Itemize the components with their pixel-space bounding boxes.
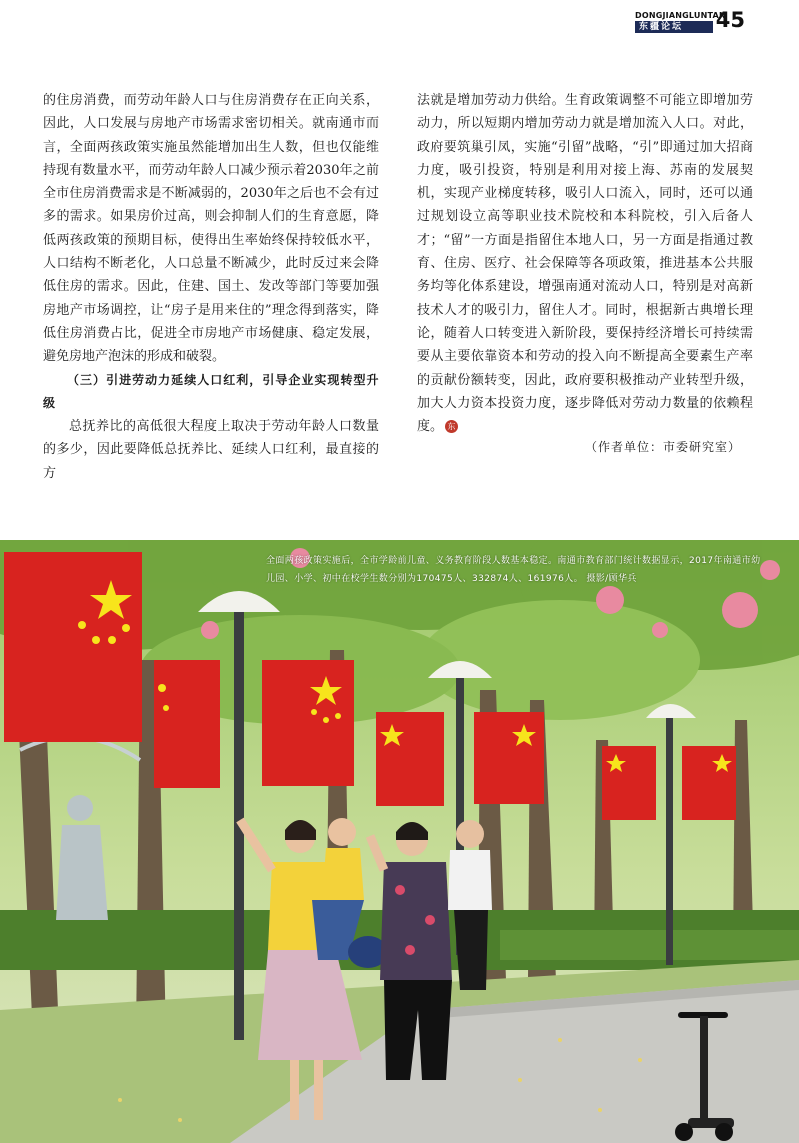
paragraph: 总抚养比的高低很大程度上取决于劳动年龄人口数量的多少，因此要降低总抚养比、延续人口红利，最直接的方 [43,419,379,481]
flag-banner [4,552,142,742]
journal-name-cn: 东疆论坛 [635,21,713,33]
journal-name-en: DONGJIANGLUNTAN [635,11,726,20]
flag-banner [602,746,656,820]
flag-banner [474,712,544,804]
photo [0,540,799,1143]
flag-banner [262,660,354,786]
flag-banner [154,660,220,788]
page-number: 45 [715,8,745,32]
section-subheading: （三）引进劳动力延续人口红利，引导企业实现转型升级 [43,372,379,410]
flag-banner [376,712,444,806]
paragraph: 的住房消费，而劳动年龄人口与住房消费存在正向关系，因此，人口发展与房地产市场需求密切相关。就南通市而言，全面两孩政策实施虽然能增加出生人数，但也仅能维持现有数量水平，而劳动年龄人口减少预示着2030年之前全市住房消费需求是不断减弱的，2030年之后也不会有过多的需求。如果房价过高，则会抑制人们的生育意愿，降低两孩政策的预期目标，使得出生率始终保持较低水平，人口结构不断老化，人口总量不断减少，此时反过来会降低住房的需求。因此，住建、国土、发改等部门等要加强房地产市场调控，让“房子是用来住的”理念得到落实，降低住房消费占比，促进全市房地产市场健康、稳定发展，避免房地产泡沫的形成和破裂。 [43,93,379,365]
photo-caption: 全面两孩政策实施后，全市学龄前儿童、义务教育阶段人数基本稳定。南通市教育部门统计数据显示，2017年南通市幼儿园、小学、初中在校学生数分别为170475人、332874人、161976人。 摄影/顾华兵 [266,556,761,584]
paragraph-text: 法就是增加劳动力供给。生育政策调整不可能立即增加劳动力，所以短期内增加劳动力就是增加流入人口。对此，政府要筑巢引凤，实施“引留”战略，“引”即通过加大招商力度，吸引投资，特别是利用对接上海、苏南的发展契机，实现产业梯度转移，吸引人口流入，同时，还可以通过规划设立高等职业技术院校和本科院校，引入后备人才；“留”一方面是指留住本地人口，另一方面是指通过教育、住房、医疗、社会保障等各项政策，推进基本公共服务均等化体系建设，增强南通对流动人口，特别是对高新技术人才的吸引力，留住人才。同时，根据新古典增长理论，随着人口转变进入新阶段，要保持经济增长可持续需要从主要依靠资本和劳动的投入向不断提高全要素生产率的贡献份额转变，因此，政府要积极推动产业转型升级，加大人力资本投资力度，逐步降低对劳动力数量的依赖程度。 [417,93,753,435]
article-column-right [417,89,753,438]
article-column-left [43,89,379,485]
paragraph [417,89,753,438]
end-mark-icon: 东 [445,420,458,433]
author-affiliation: （作者单位：市委研究室） [584,440,741,454]
flag-banner [682,746,736,820]
